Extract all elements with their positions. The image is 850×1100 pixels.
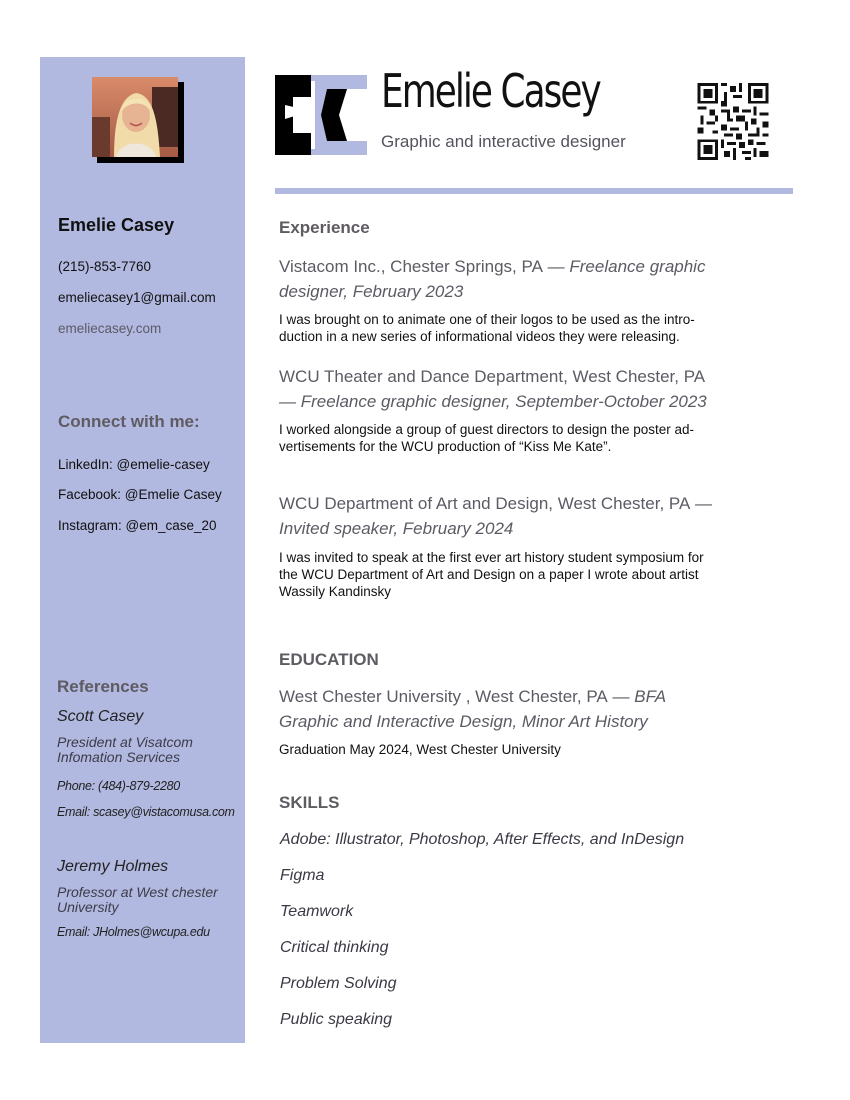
education-title [279,684,719,734]
skill-item: Adobe: Illustrator, Photoshop, After Effects, and InDesign [280,831,685,848]
reference-email[interactable]: Email: scasey@vistacomusa.com [57,805,235,819]
instagram-link[interactable]: Instagram: @em_case_20 [58,518,217,533]
job-title [279,364,709,414]
facebook-link[interactable]: Facebook: @Emelie Casey [58,487,222,502]
skill-item: Critical thinking [280,939,389,956]
job-org: WCU Department of Art and Design, West Chester, PA [279,494,691,513]
connect-heading: Connect with me: [58,412,200,431]
job-detail: — Freelance graphic designer, February 2023 [279,257,706,301]
email-link[interactable]: emeliecasey1@gmail.com [58,290,216,305]
skill-item: Figma [280,867,325,884]
skill-item: Problem Solving [280,975,397,992]
job-org: Vistacom Inc., Chester Springs, PA [279,257,543,276]
website-link[interactable]: emeliecasey.com [58,321,162,336]
phone-number: (215)-853-7760 [58,259,152,274]
job-description: I was brought on to animate one of their logos to be used as the intro-duction in a new series of informational videos they were releasing. [279,312,695,344]
reference-role: Professor at West chester University [57,884,218,915]
sidebar-name: Emelie Casey [58,215,175,235]
job-title [279,491,719,541]
linkedin-link[interactable]: LinkedIn: @emelie-casey [58,457,210,472]
reference-phone: Phone: (484)-879-2280 [57,779,180,793]
reference-role: President at Visatcom Infomation Services [57,734,193,765]
job-detail: — Invited speaker, February 2024 [279,494,713,538]
experience-heading: Experience [279,218,370,237]
skill-item: Teamwork [280,903,354,920]
reference-name: Jeremy Holmes [57,858,169,875]
header-divider [275,188,793,194]
job-description: I worked alongside a group of guest directors to design the poster ad-vertisements for the WCU production of “Kiss Me Kate”. [279,422,694,454]
profile-photo [92,77,178,157]
ec-monogram-logo-icon [275,75,367,155]
header-name: Emelie Casey [381,64,600,118]
graduation-line: Graduation May 2024, West Chester University [279,742,561,757]
job-org: WCU Theater and Dance Department, West Chester, PA [279,367,706,386]
references-heading: References [57,677,149,696]
skill-item: Public speaking [280,1011,393,1028]
sidebar [40,57,245,1043]
education-detail: — BFA Graphic and Interactive Design, Minor Art History [279,687,666,731]
header-role: Graphic and interactive designer [381,132,626,151]
reference-name: Scott Casey [57,708,144,725]
profile-photo-frame [92,77,184,163]
job-description: I was invited to speak at the first ever art history student symposium for the WCU Department of Art and Design on a paper I wrote about artist Wassily Kandinsky [279,550,704,599]
job-detail: — Freelance graphic designer, September-October 2023 [279,392,707,411]
skills-heading: SKILLS [279,793,340,812]
reference-email[interactable]: Email: JHolmes@wcupa.edu [57,925,210,939]
education-org: West Chester University , West Chester, PA [279,687,608,706]
qr-code-icon[interactable] [697,83,769,160]
job-title [279,254,719,304]
education-heading: EDUCATION [279,650,379,669]
